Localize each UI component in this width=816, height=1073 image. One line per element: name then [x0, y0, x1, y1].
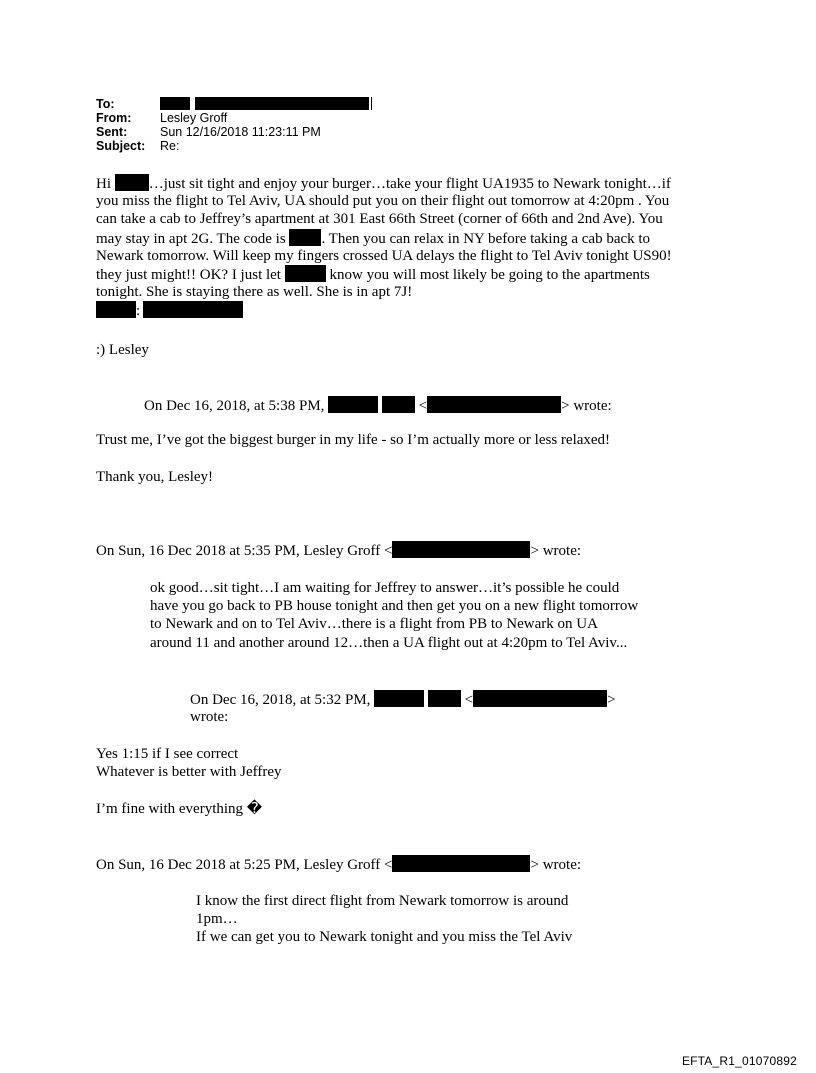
quote-intro: On Sun, 16 Dec 2018 at 5:25 PM, Lesley Groff < > wrote: [96, 857, 582, 873]
redaction-box [428, 690, 461, 707]
redaction-box [289, 229, 321, 246]
body-line: you miss the flight to Tel Aviv, UA should put you on their flight out tomorrow at 4:20pm . You [96, 193, 670, 210]
quote-intro: On Dec 16, 2018, at 5:32 PM, < > wrote: [190, 692, 616, 726]
redaction-box [160, 97, 190, 110]
redaction-box [392, 855, 530, 872]
redaction-box [328, 396, 378, 413]
redaction-box [473, 690, 607, 707]
to-row [96, 97, 372, 111]
quote-line: Whatever is better with Jeffrey [96, 764, 282, 781]
subject-value: Re: [160, 139, 180, 153]
quote-intro: On Dec 16, 2018, at 5:38 PM, < > wrote: [144, 398, 612, 414]
quote-line: to Newark and on to Tel Aviv…there is a flight from PB to Newark on UA [150, 616, 598, 633]
body-line: Newark tomorrow. Will keep my fingers crossed UA delays the flight to Tel Aviv tonight US90! [96, 247, 672, 264]
redaction-box [96, 301, 136, 318]
from-value: Lesley Groff [160, 111, 228, 125]
body-line: : [96, 301, 672, 319]
subject-row [96, 139, 372, 153]
email-header [96, 97, 372, 153]
quote-line: around 11 and another around 12…then a UA flight out at 4:20pm to Tel Aviv... [150, 634, 628, 651]
body-line: may stay in apt 2G. The code is . Then you can relax in NY before taking a cab back to [96, 230, 651, 247]
redaction-box [195, 97, 369, 110]
quote-block [96, 745, 281, 781]
quote-line: If we can get you to Newark tonight and you miss the Tel Aviv [196, 929, 573, 946]
quote-line: I know the first direct flight from Newark tomorrow is around [196, 893, 569, 909]
quote-text: Trust me, I’ve got the biggest burger in my life - so I’m actually more or less relaxed! [96, 432, 611, 448]
redaction-box [392, 541, 530, 558]
quote-text: I’m fine with everything � [96, 801, 263, 817]
quote-block [196, 892, 572, 947]
body-line: they just might!! OK? I just let know you will most likely be going to the apartments [96, 266, 650, 283]
body-line: Hi …just sit tight and enjoy your burger…take your flight UA1935 to Newark tonight…if [96, 176, 671, 192]
redaction-box [285, 265, 326, 282]
quote-intro: On Sun, 16 Dec 2018 at 5:35 PM, Lesley Groff < > wrote: [96, 543, 582, 559]
quote-line: 1pm… [196, 911, 238, 928]
sent-value: Sun 12/16/2018 11:23:11 PM [160, 125, 321, 139]
quote-text: Thank you, Lesley! [96, 469, 214, 485]
redaction-box [143, 301, 243, 318]
quote-line: Yes 1:15 if I see correct [96, 746, 239, 762]
redaction-box [427, 396, 561, 413]
quote-block [150, 579, 638, 652]
redaction-box [115, 174, 149, 191]
signoff: :) Lesley [96, 342, 149, 358]
redaction-box [382, 396, 415, 413]
redaction-box [374, 690, 424, 707]
message-body [96, 174, 672, 320]
to-label: To: [96, 97, 115, 111]
from-label: From: [96, 111, 132, 125]
body-line: tonight. She is staying there as well. She is in apt 7J! [96, 284, 413, 301]
document-id: EFTA_R1_01070892 [681, 1054, 797, 1068]
quote-line: have you go back to PB house tonight and then get you on a new flight tomorrow [150, 598, 639, 615]
bracket-mark [370, 97, 372, 110]
subject-label: Subject: [96, 139, 146, 153]
body-line: can take a cab to Jeffrey’s apartment at 301 East 66th Street (corner of 66th and 2nd Ave). You [96, 211, 663, 228]
from-row [96, 111, 372, 125]
sent-row [96, 125, 372, 139]
sent-label: Sent: [96, 125, 128, 139]
quote-line: ok good…sit tight…I am waiting for Jeffrey to answer…it’s possible he could [150, 580, 620, 596]
